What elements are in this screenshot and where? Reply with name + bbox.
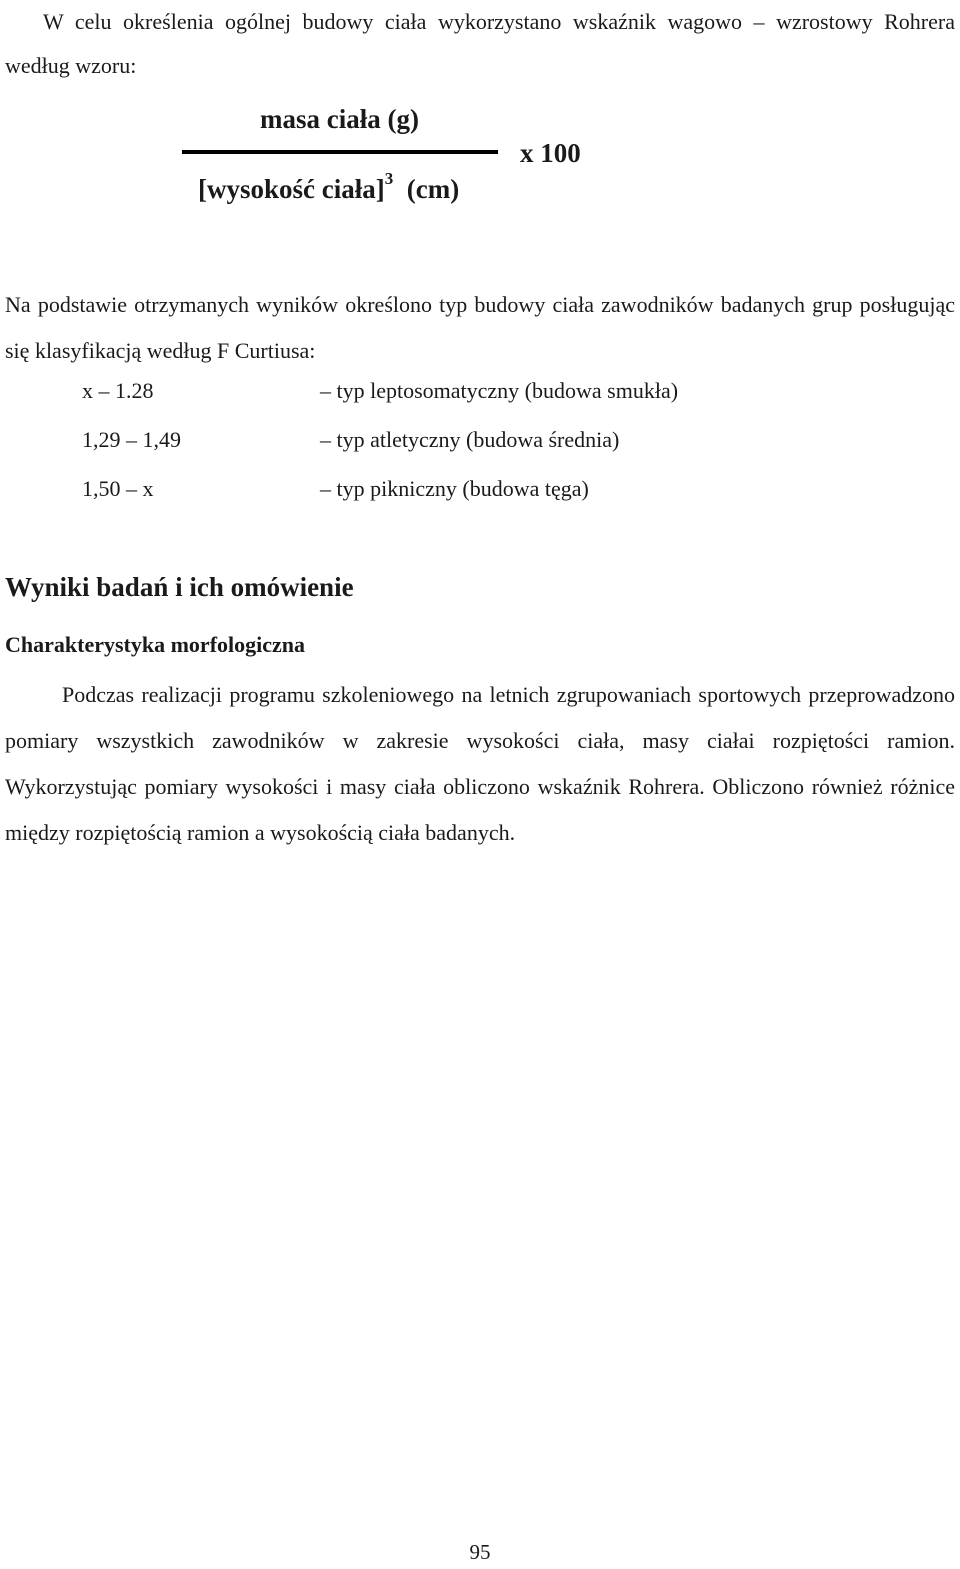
fraction-bar: [182, 150, 498, 154]
formula-numerator: masa ciała (g): [260, 104, 419, 134]
classification-range: x – 1.28: [82, 378, 154, 403]
classification-description: – typ atletyczny (budowa średnia): [320, 427, 620, 452]
classification-row: [0, 378, 960, 418]
intro-paragraph: W celu określenia ogólnej budowy ciała wykorzystano wskaźnik wagowo – wzrostowy Rohrera według wzoru:: [5, 9, 955, 78]
classification-range: 1,29 – 1,49: [82, 427, 181, 452]
body-paragraph: Podczas realizacji programu szkoleniowego na letnich zgrupowaniach sportowych przeprowadzono pomiary wszystkich zawodników w zakresie wysokości ciała, masy ciałai rozpiętości ramion. Wykorzystując pomiary wysokości i masy ciała obliczono wskaźnik Rohrera. Obliczono również różnice między rozpiętością ramion a wysokością ciała badanych.: [5, 682, 955, 845]
classification-description: – typ pikniczny (budowa tęga): [320, 476, 589, 501]
rohrer-formula: [0, 100, 960, 220]
classification-row: [0, 427, 960, 467]
page-number: 95: [469, 1540, 491, 1564]
denominator-unit: (cm): [406, 174, 460, 204]
denominator-text: [wysokość ciała]: [198, 174, 385, 204]
classification-row: [0, 476, 960, 516]
formula-denominator: [198, 169, 460, 205]
section-heading: Wyniki badań i ich omówienie: [5, 572, 354, 602]
subsection-heading: Charakterystyka morfologiczna: [5, 632, 306, 657]
denominator-exponent: 3: [384, 169, 394, 188]
formula-multiplier: x 100: [520, 138, 581, 168]
classification-description: – typ leptosomatyczny (budowa smukła): [320, 378, 679, 403]
classification-intro: Na podstawie otrzymanych wyników określono typ budowy ciała zawodników badanych grup posługując się klasyfikacją według F Curtiusa:: [5, 292, 955, 363]
classification-range: 1,50 – x: [82, 476, 154, 501]
